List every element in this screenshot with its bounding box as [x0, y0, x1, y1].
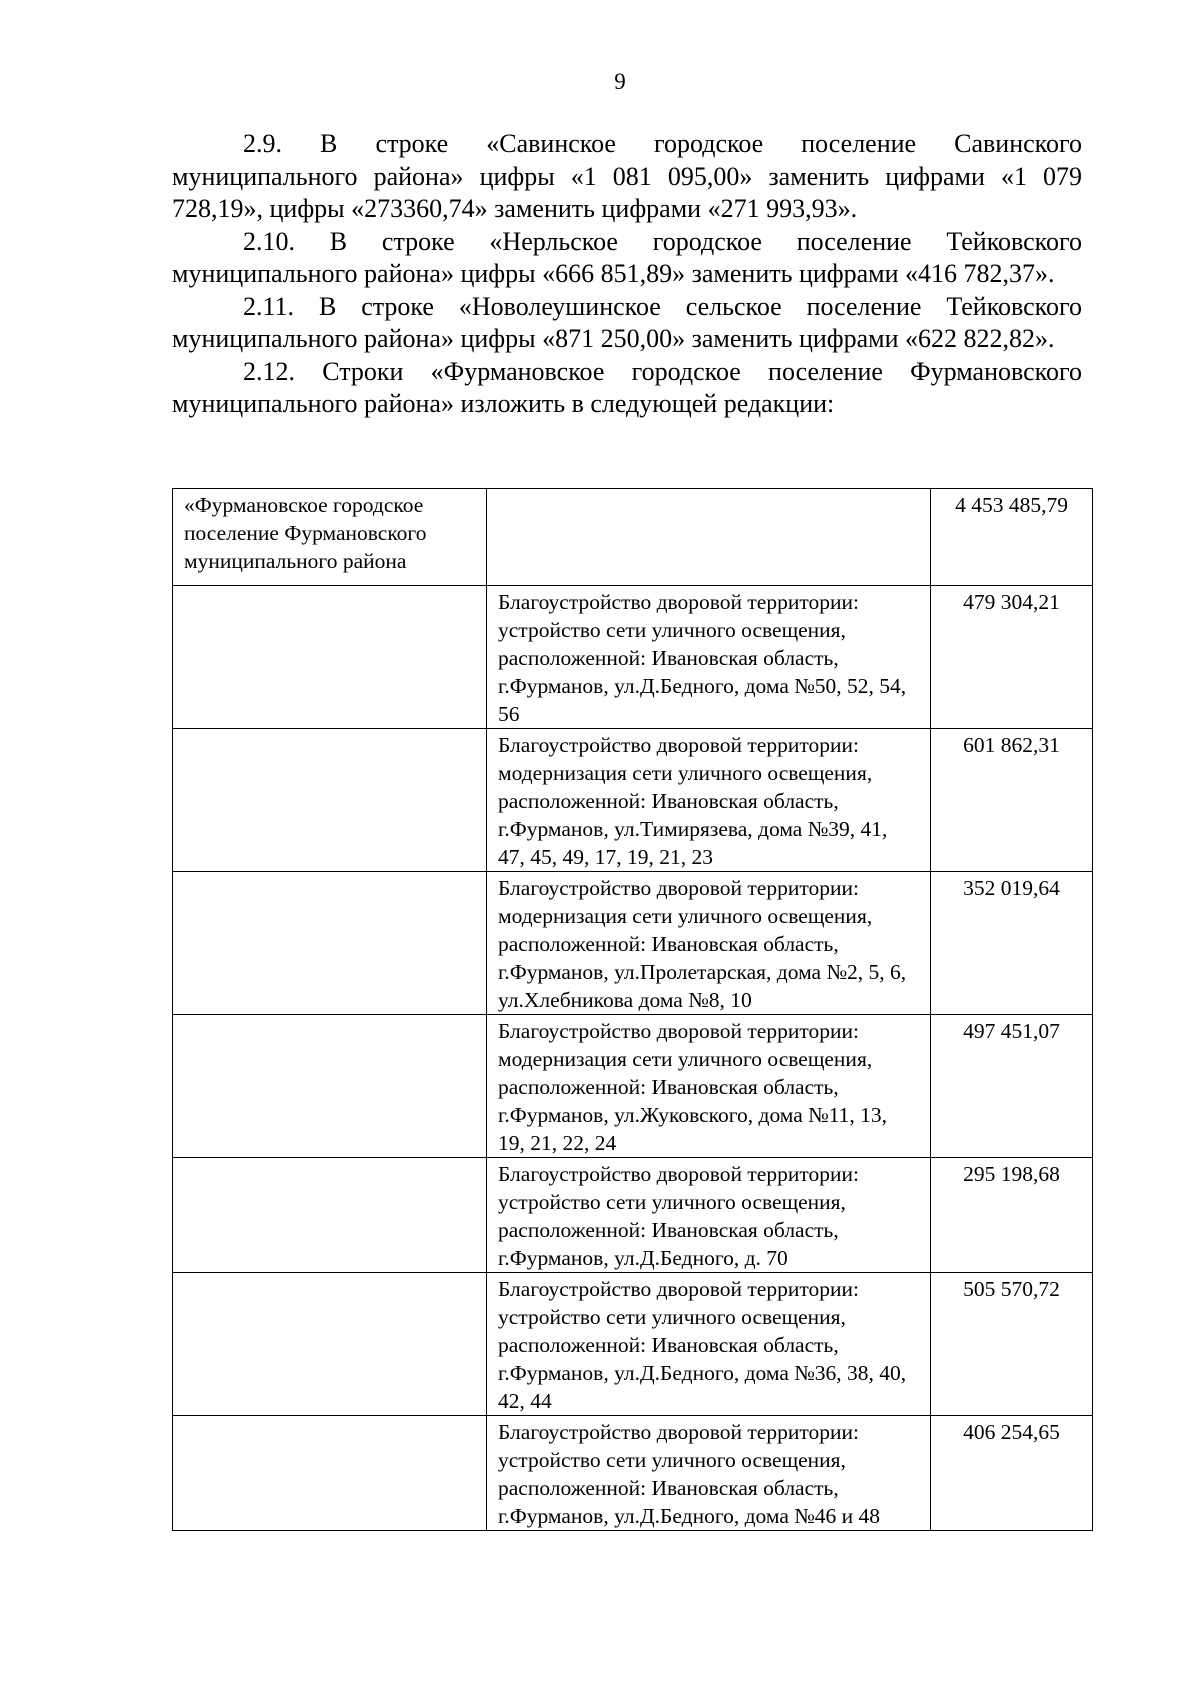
description-cell: Благоустройство дворовой территории: устройство сети уличного освещения, расположенной: Ивановская область, г.Фурманов, ул.Д.Бедного, дома №46 и 48 [487, 1416, 931, 1531]
settlement-name-cell [173, 1158, 487, 1273]
table-row [173, 872, 1093, 1015]
paragraph-2-9: 2.9. В строке «Савинское городское поселение Савинского муниципального района» цифры «1 081 095,00» заменить цифрами «1 079 728,19», цифры «273360,74» заменить цифрами «271 993,93». [172, 129, 1082, 223]
description-cell: Благоустройство дворовой территории: модернизация сети уличного освещения, расположенной: Ивановская область, г.Фурманов, ул.Пролетарская, дома №2, 5, 6, ул.Хлебникова дома №8, 10 [487, 872, 931, 1015]
description-cell: Благоустройство дворовой территории: модернизация сети уличного освещения, расположенной: Ивановская область, г.Фурманов, ул.Жуковского, дома №11, 13, 19, 21, 22, 24 [487, 1015, 931, 1158]
amount-cell: 505 570,72 [931, 1273, 1093, 1416]
settlement-name-cell [173, 1015, 487, 1158]
description-cell: Благоустройство дворовой территории: модернизация сети уличного освещения, расположенной: Ивановская область, г.Фурманов, ул.Тимирязева, дома №39, 41, 47, 45, 49, 17, 19, 21, 23 [487, 729, 931, 872]
paragraph-2-11: 2.11. В строке «Новолеушинское сельское поселение Тейковского муниципального района» цифры «871 250,00» заменить цифрами «622 822,82». [172, 291, 1082, 353]
paragraph-2-10: 2.10. В строке «Нерльское городское поселение Тейковского муниципального района» цифры «666 851,89» заменить цифрами «416 782,37». [172, 226, 1082, 288]
table-row [173, 586, 1093, 729]
paragraph-2-12: 2.12. Строки «Фурмановское городское поселение Фурмановского муниципального района» изложить в следующей редакции: [172, 356, 1082, 418]
settlement-name-cell [173, 1416, 487, 1531]
amount-cell: 497 451,07 [931, 1015, 1093, 1158]
table-row [173, 1273, 1093, 1416]
amendment-table [172, 488, 1093, 1531]
description-cell: Благоустройство дворовой территории: устройство сети уличного освещения, расположенной: Ивановская область, г.Фурманов, ул.Д.Бедного, дома №50, 52, 54, 56 [487, 586, 931, 729]
table-row [173, 489, 1093, 586]
table-row [173, 1015, 1093, 1158]
amount-cell: 4 453 485,79 [931, 489, 1093, 586]
settlement-name-cell [173, 872, 487, 1015]
settlement-name-cell [173, 586, 487, 729]
amount-cell: 295 198,68 [931, 1158, 1093, 1273]
amount-cell: 601 862,31 [931, 729, 1093, 872]
amount-cell: 479 304,21 [931, 586, 1093, 729]
page-number: 9 [614, 69, 626, 94]
table-row [173, 729, 1093, 872]
amount-cell: 352 019,64 [931, 872, 1093, 1015]
description-cell [487, 489, 931, 586]
table-row [173, 1416, 1093, 1531]
table-row [173, 1158, 1093, 1273]
settlement-name-cell: «Фурмановское городское поселение Фурмановского муниципального района [173, 489, 487, 586]
description-cell: Благоустройство дворовой территории: устройство сети уличного освещения, расположенной: Ивановская область, г.Фурманов, ул.Д.Бедного, дома №36, 38, 40, 42, 44 [487, 1273, 931, 1416]
settlement-name-cell [173, 1273, 487, 1416]
settlement-name-cell [173, 729, 487, 872]
document-body [172, 128, 1082, 421]
amount-cell: 406 254,65 [931, 1416, 1093, 1531]
description-cell: Благоустройство дворовой территории: устройство сети уличного освещения, расположенной: Ивановская область, г.Фурманов, ул.Д.Бедного, д. 70 [487, 1158, 931, 1273]
